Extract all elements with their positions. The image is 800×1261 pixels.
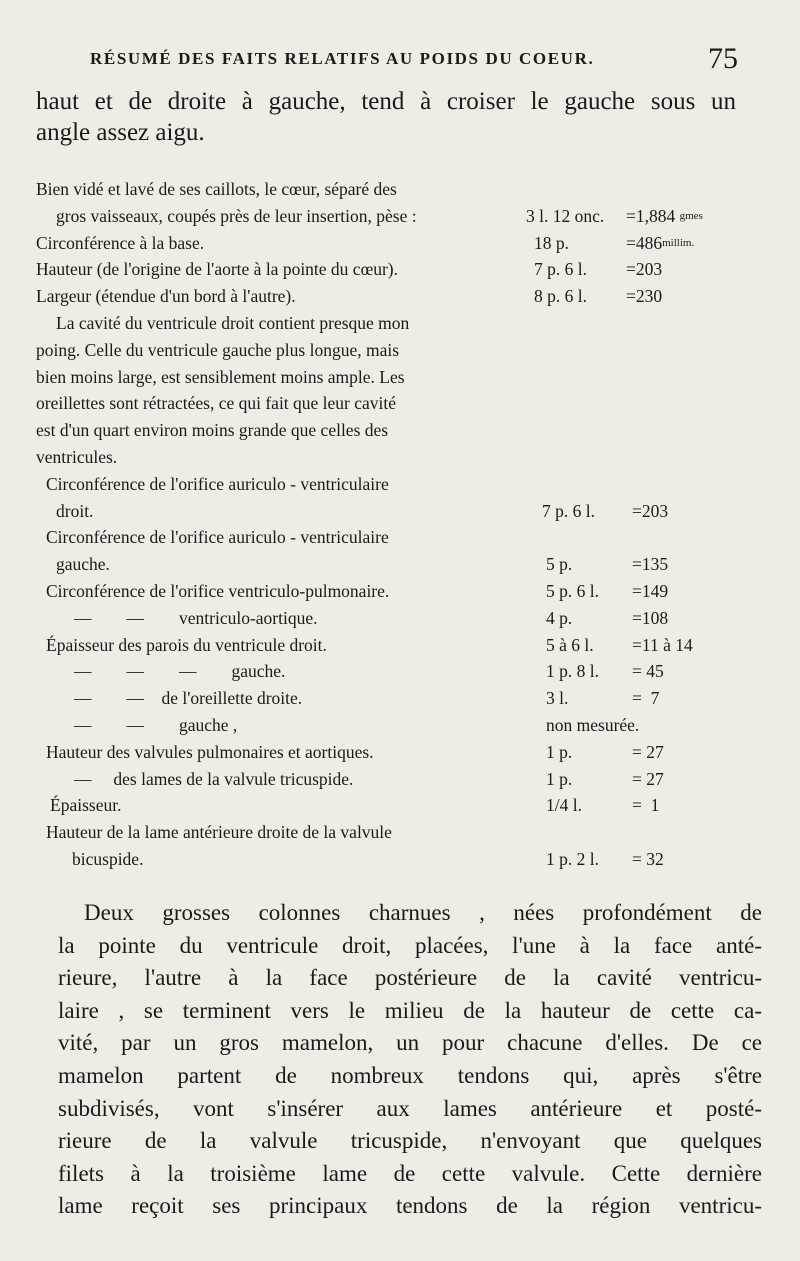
row-metric-value: = 27: [632, 768, 664, 789]
table-row: [36, 230, 756, 257]
text-line: La cavité du ventricule droit contient presque mon: [56, 312, 410, 333]
row-label: Largeur (étendue d'un bord à l'autre).: [36, 286, 296, 307]
table-row: [36, 551, 756, 578]
row-label: — — de l'oreillette droite.: [74, 688, 303, 709]
text-line: haut et de droite à gauche, tend à croiser le gauche sous un: [36, 88, 736, 115]
text-line: filets à la troisième lame de cette valvule. Cette dernière: [58, 1160, 762, 1186]
row-imperial-value: 7 p. 6 l.: [542, 500, 595, 521]
table-row: [36, 605, 756, 632]
row-label: gros vaisseaux, coupés près de leur insertion, pèse :: [56, 205, 417, 226]
table-row: [36, 712, 756, 739]
measurements-table: [36, 176, 756, 873]
row-imperial-value: non mesurée.: [546, 714, 640, 735]
table-row: [36, 632, 756, 659]
row-metric-value: =11 à 14: [632, 634, 693, 655]
row-label: Circonférence à la base.: [36, 232, 205, 253]
row-label: Bien vidé et lavé de ses caillots, le cœur, séparé des: [36, 179, 397, 199]
row-metric-value: =135: [632, 554, 669, 575]
table-row: [36, 471, 756, 498]
page-header: [84, 42, 744, 76]
text-line: la pointe du ventricule droit, placées, l'une à la face anté-: [58, 932, 762, 958]
row-metric-value: = 45: [632, 661, 664, 682]
table-row: [36, 524, 756, 551]
text-line: rieure de la valvule tricuspide, n'envoyant que quelques: [58, 1128, 762, 1154]
lead-text: [36, 86, 736, 148]
row-metric-value: = 1: [632, 795, 660, 816]
row-label: gauche.: [56, 554, 110, 575]
row-imperial-value: 1 p.: [546, 741, 573, 762]
text-line: est d'un quart environ moins grande que celles des: [36, 420, 389, 441]
row-imperial-value: 1 p. 8 l.: [546, 661, 599, 682]
unit-label: millim.: [662, 236, 695, 249]
text-line: vité, par un gros mamelon, un pour chacune d'elles. De ce: [58, 1030, 762, 1056]
row-imperial-value: 3 l. 12 onc.: [526, 205, 605, 226]
row-label: Circonférence de l'orifice auriculo - ventriculaire: [46, 473, 389, 494]
row-label: Hauteur (de l'origine de l'aorte à la pointe du cœur).: [36, 259, 398, 280]
row-imperial-value: 1 p.: [546, 768, 573, 789]
row-metric-value: =1,884 gmes: [626, 205, 703, 226]
row-imperial-value: 5 p.: [546, 554, 573, 575]
row-label: Circonférence de l'orifice auriculo - ventriculaire: [46, 527, 389, 548]
row-imperial-value: 1/4 l.: [546, 795, 582, 816]
row-label: — — ventriculo-aortique.: [74, 607, 318, 628]
text-line: oreillettes sont rétractées, ce qui fait que leur cavité: [36, 393, 397, 414]
table-row: [36, 766, 756, 793]
text-line: angle assez aigu.: [36, 119, 205, 146]
table-row: [36, 256, 756, 283]
row-metric-value: =486millim.: [626, 232, 695, 253]
text-line: ventricules.: [36, 446, 118, 467]
row-imperial-value: 18 p.: [534, 232, 569, 253]
row-metric-value: =230: [626, 286, 663, 307]
row-imperial-value: 4 p.: [546, 607, 573, 628]
table-row: [36, 819, 756, 846]
table-row: [36, 283, 756, 310]
text-line: lame reçoit ses principaux tendons de la région ventricu-: [58, 1193, 762, 1219]
row-imperial-value: 7 p. 6 l.: [534, 259, 587, 280]
text-line: Deux grosses colonnes charnues , nées profondément de: [84, 900, 762, 925]
row-label: Hauteur des valvules pulmonaires et aortiques.: [46, 741, 374, 762]
table-row: [36, 203, 756, 230]
text-line: bien moins large, est sensiblement moins ample. Les: [36, 366, 405, 387]
row-label: Hauteur de la lame antérieure droite de la valvule: [46, 822, 392, 843]
row-label: — des lames de la valvule tricuspide.: [74, 768, 354, 789]
row-metric-value: =203: [626, 259, 663, 280]
text-line: subdivisés, vont s'insérer aux lames antérieure et posté-: [58, 1095, 762, 1121]
row-metric-value: =108: [632, 607, 669, 628]
table-row: [36, 498, 756, 525]
row-label: — — — gauche.: [74, 661, 286, 682]
running-head: RÉSUMÉ DES FAITS RELATIFS AU POIDS DU COEUR.: [90, 49, 595, 68]
table-row: [36, 685, 756, 712]
text-line: laire , se terminent vers le milieu de la hauteur de cette ca-: [58, 997, 762, 1023]
text-line: mamelon partent de nombreux tendons qui, après s'être: [58, 1062, 762, 1088]
row-label: Épaisseur des parois du ventricule droit.: [46, 634, 327, 655]
row-label: bicuspide.: [72, 848, 144, 869]
row-imperial-value: 1 p. 2 l.: [546, 848, 599, 869]
row-metric-value: = 7: [632, 688, 660, 709]
row-imperial-value: 3 l.: [546, 688, 569, 709]
row-metric-value: =149: [632, 580, 669, 601]
row-metric-value: = 32: [632, 848, 664, 869]
table-row: [36, 658, 756, 685]
table-row: [36, 176, 756, 203]
text-line: poing. Celle du ventricule gauche plus longue, mais: [36, 339, 400, 360]
row-imperial-value: 8 p. 6 l.: [534, 286, 587, 307]
row-label: droit.: [56, 500, 94, 521]
page-number: 75: [708, 42, 738, 75]
table-row: [36, 739, 756, 766]
body-paragraph: [58, 897, 762, 1223]
row-imperial-value: 5 à 6 l.: [546, 634, 594, 655]
row-label: — — gauche ,: [74, 714, 238, 735]
row-imperial-value: 5 p. 6 l.: [546, 580, 599, 601]
row-metric-value: = 27: [632, 741, 664, 762]
row-label: Épaisseur.: [50, 795, 122, 816]
table-row: [36, 846, 756, 873]
unit-label: gmes: [679, 209, 703, 222]
row-metric-value: =203: [632, 500, 669, 521]
table-row: [36, 792, 756, 819]
table-row: [36, 578, 756, 605]
row-label: Circonférence de l'orifice ventriculo-pulmonaire.: [46, 580, 390, 601]
text-line: rieure, l'autre à la face postérieure de la cavité ventricu-: [58, 965, 762, 991]
